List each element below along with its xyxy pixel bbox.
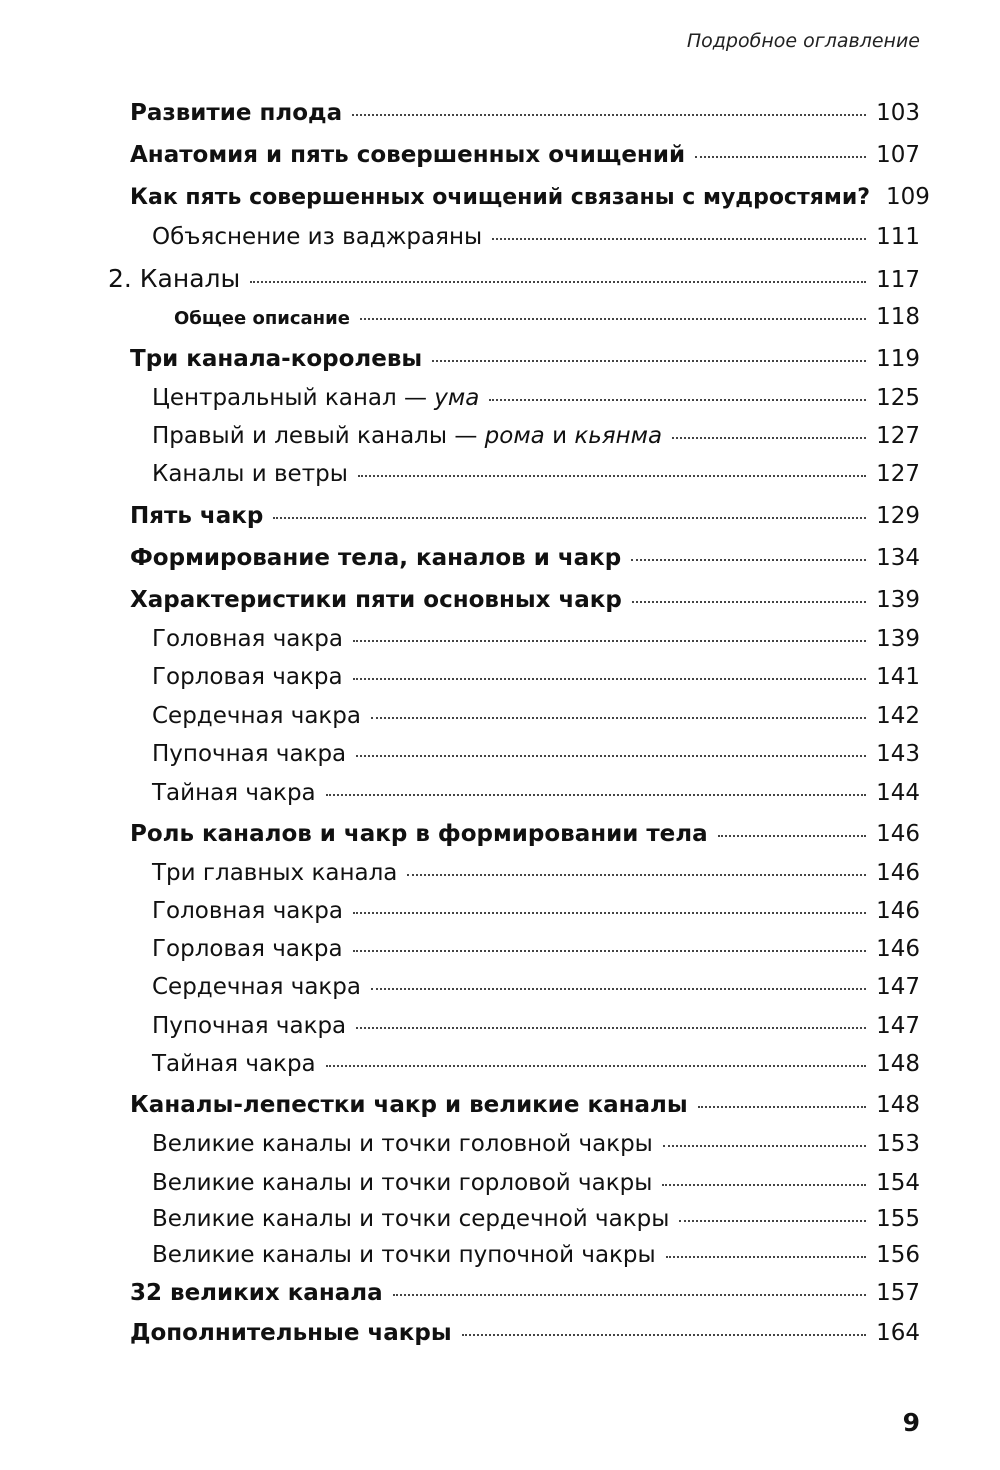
toc-entry-page: 118 [876, 304, 920, 330]
toc-entry[interactable] [130, 505, 920, 528]
toc-entry[interactable] [152, 1244, 920, 1267]
toc-entry-title: 2. Каналы [108, 264, 241, 293]
toc-entry-title: Великие каналы и точки пупочной чакры [152, 1242, 656, 1268]
toc-entry[interactable] [130, 348, 920, 371]
toc-entry-title: Сердечная чакра [152, 703, 361, 729]
toc-entry-title: Общее описание [174, 308, 350, 329]
toc-entry[interactable] [152, 862, 920, 885]
toc-entry[interactable] [130, 1282, 920, 1305]
dot-leader [353, 640, 866, 642]
toc-entry[interactable] [152, 938, 920, 961]
dot-leader [353, 912, 866, 914]
toc-entry-page: 147 [876, 1013, 920, 1039]
toc-entry[interactable] [130, 547, 920, 570]
dot-leader [393, 1294, 866, 1296]
toc-entry-title: Пять чакр [130, 503, 264, 529]
dot-leader [632, 601, 866, 603]
toc-entry[interactable] [130, 589, 920, 612]
toc-entry-title: Тайная чакра [152, 1051, 316, 1077]
toc-entry-title: Сердечная чакра [152, 974, 361, 1000]
toc-entry[interactable] [152, 1133, 920, 1156]
dot-leader [356, 755, 866, 757]
toc-entry-page: 139 [876, 587, 920, 613]
toc-entry-page: 139 [876, 626, 920, 652]
toc-entry[interactable] [152, 705, 920, 728]
toc-entry-page: 164 [876, 1320, 920, 1346]
toc-entry-page: 109 [886, 184, 930, 210]
toc-entry-page: 153 [876, 1131, 920, 1157]
dot-leader [358, 475, 866, 477]
dot-leader [352, 114, 866, 116]
toc-entry-page: 144 [876, 780, 920, 806]
toc-entry[interactable] [152, 463, 920, 486]
toc-entry-title: Великие каналы и точки сердечной чакры [152, 1206, 670, 1232]
toc-entry[interactable] [174, 306, 920, 329]
toc-entry-title: 32 великих канала [130, 1280, 383, 1306]
dot-leader [462, 1334, 866, 1336]
toc-entry-title: Каналы-лепестки чакр и великие каналы [130, 1092, 688, 1118]
toc-entry-title: Формирование тела, каналов и чакр [130, 545, 622, 571]
toc-entry[interactable] [108, 266, 920, 292]
toc-entry-page: 111 [876, 224, 920, 250]
toc-entry-title [152, 387, 479, 410]
toc-entry-title: Великие каналы и точки горловой чакры [152, 1170, 653, 1196]
toc-entry-title: Горловая чакра [152, 664, 343, 690]
toc-entry-page: 146 [876, 860, 920, 886]
title-text: Правый и левый каналы — [152, 423, 485, 449]
toc-entry-page: 142 [876, 703, 920, 729]
title-text: и [544, 423, 575, 449]
toc-entry-page: 143 [876, 741, 920, 767]
toc-entry-title: Дополнительные чакры [130, 1320, 452, 1346]
toc-entry[interactable] [130, 1322, 920, 1345]
toc-entry-page: 148 [876, 1092, 920, 1118]
toc-entry[interactable] [152, 628, 920, 651]
toc-entry-page: 127 [876, 423, 920, 449]
dot-leader [666, 1256, 866, 1258]
toc-entry-page: 125 [876, 385, 920, 411]
dot-leader [407, 874, 866, 876]
toc-entry[interactable] [152, 1172, 920, 1195]
toc-entry-title: Развитие плода [130, 100, 343, 126]
dot-leader [360, 318, 866, 320]
toc-entry[interactable] [152, 226, 920, 249]
title-text: Центральный канал — [152, 385, 435, 411]
dot-leader [250, 281, 866, 283]
toc-entry-title: Роль каналов и чакр в формировании тела [130, 821, 708, 847]
dot-leader [371, 717, 866, 719]
toc-entry-title: Характеристики пяти основных чакр [130, 587, 622, 613]
toc-entry-page: 148 [876, 1051, 920, 1077]
dot-leader [353, 950, 867, 952]
toc-entry[interactable] [130, 102, 920, 125]
page-number: 9 [902, 1408, 920, 1437]
dot-leader [492, 238, 866, 240]
toc-entry-page: 103 [876, 100, 920, 126]
toc-entry-page: 157 [876, 1280, 920, 1306]
toc-entry-title: Три главных канала [152, 860, 398, 886]
toc-entry-title: Великие каналы и точки головной чакры [152, 1131, 653, 1157]
dot-leader [356, 1027, 866, 1029]
toc-entry[interactable] [152, 1053, 920, 1076]
dot-leader [432, 360, 866, 362]
dot-leader [718, 835, 866, 837]
toc-entry-title [152, 425, 662, 448]
toc-entry-page: 154 [876, 1170, 920, 1196]
toc-entry-page: 147 [876, 974, 920, 1000]
dot-leader [663, 1145, 866, 1147]
dot-leader [371, 988, 866, 990]
toc-entry-title: Как пять совершенных очищений связаны с мудростями? [130, 185, 871, 210]
dot-leader [679, 1220, 866, 1222]
toc-entry[interactable] [152, 900, 920, 923]
running-head: Подробное оглавление [686, 30, 920, 52]
dot-leader [662, 1184, 866, 1186]
toc-entry-page: 155 [876, 1206, 920, 1232]
toc-entry-title: Объяснение из ваджраяны [152, 224, 483, 250]
toc-entry-page: 141 [876, 664, 920, 690]
toc-entry-page: 156 [876, 1242, 920, 1268]
toc-entry-title: Головная чакра [152, 626, 343, 652]
dot-leader [273, 517, 866, 519]
toc-entry[interactable] [152, 1208, 920, 1231]
dot-leader [326, 1065, 866, 1067]
toc-entry-title: Головная чакра [152, 898, 343, 924]
toc-entry[interactable] [152, 666, 920, 689]
toc-entry-page: 146 [876, 821, 920, 847]
toc-entry[interactable] [130, 184, 930, 210]
toc-entry[interactable] [130, 823, 920, 846]
toc-entry-page: 107 [876, 142, 920, 168]
toc-entry-page: 119 [876, 346, 920, 372]
toc-entry-title: Тайная чакра [152, 780, 316, 806]
dot-leader [489, 399, 866, 401]
toc-entry[interactable] [152, 387, 920, 410]
toc-entry[interactable] [130, 144, 920, 167]
toc-entry-page: 146 [876, 898, 920, 924]
dot-leader [695, 156, 866, 158]
toc-entry[interactable] [152, 782, 920, 805]
toc-entry[interactable] [152, 425, 920, 448]
toc-entry-page: 134 [876, 545, 920, 571]
toc-entry[interactable] [152, 743, 920, 766]
toc-entry[interactable] [152, 1015, 920, 1038]
toc-entry-title: Каналы и ветры [152, 461, 348, 487]
toc-entry-page: 146 [876, 936, 920, 962]
dot-leader [631, 559, 866, 561]
dot-leader [698, 1106, 866, 1108]
toc-entry-title: Пупочная чакра [152, 741, 347, 767]
toc-entry[interactable] [130, 1094, 920, 1117]
toc-entry-page: 127 [876, 461, 920, 487]
toc-entry-title: Анатомия и пять совершенных очищений [130, 142, 686, 168]
dot-leader [326, 794, 866, 796]
title-emphasis: кьянма [574, 423, 663, 449]
dot-leader [353, 678, 867, 680]
toc-entry-title: Горловая чакра [152, 936, 343, 962]
title-emphasis: рома [484, 423, 545, 449]
dot-leader [672, 437, 866, 439]
title-emphasis: ума [434, 385, 480, 411]
toc-entry[interactable] [152, 976, 920, 999]
toc-entry-page: 129 [876, 503, 920, 529]
toc-entry-page: 117 [876, 267, 920, 293]
toc-entry-title: Три канала-королевы [130, 346, 423, 372]
toc-entry-title: Пупочная чакра [152, 1013, 347, 1039]
